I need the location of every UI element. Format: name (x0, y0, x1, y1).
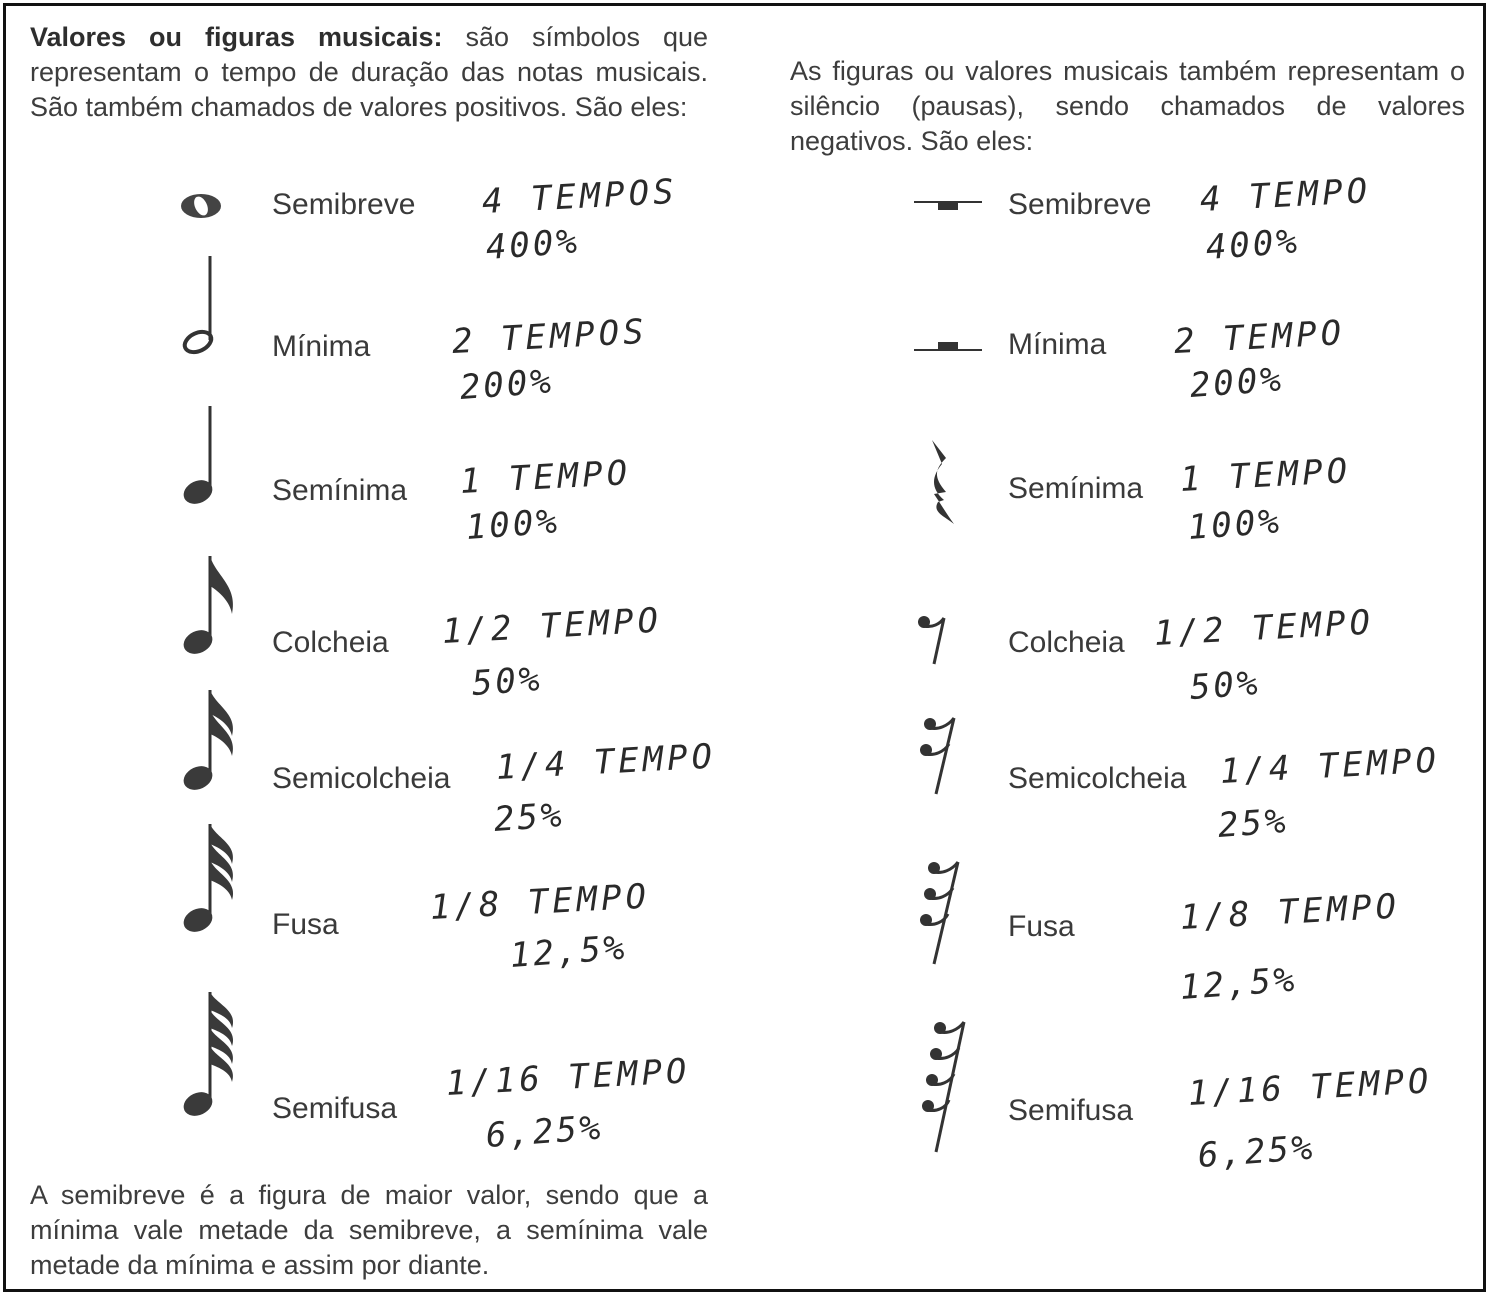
semifusa-note-icon (176, 988, 246, 1124)
hw-tempo-semifusa: 1/16 TEMPO (444, 1051, 692, 1104)
intro-positive-values (30, 20, 708, 125)
hw-tempo-fusa: 1/8 TEMPO (428, 876, 651, 928)
note-name-colcheia: Colcheia (272, 626, 389, 659)
hw-tempo-rest-semicolcheia: 1/4 TEMPO (1218, 740, 1441, 792)
semibreve-note-icon (178, 188, 224, 224)
note-name-fusa: Fusa (272, 908, 339, 941)
note-name-seminima: Semínima (272, 474, 408, 507)
note-name-semicolcheia: Semicolcheia (272, 762, 451, 795)
rest-name-seminima: Semínima (1008, 472, 1144, 505)
intro-title: Valores ou figuras musicais: (30, 22, 443, 52)
colcheia-note-icon (176, 552, 246, 662)
hw-tempo-rest-semibreve: 4 TEMPO (1198, 171, 1373, 220)
hw-pct-rest-seminima: 100% (1186, 501, 1284, 548)
hw-pct-rest-colcheia: 50% (1188, 663, 1262, 708)
hw-pct-colcheia: 50% (470, 659, 544, 704)
intro-text: são símbolos que representam o tempo de duração das notas musicais. São também chamados de valores positivos. São eles: (30, 22, 709, 122)
fusa-note-icon (176, 820, 246, 940)
footer-text: A semibreve é a figura de maior valor, sendo que a mínima vale metade da semibreve, a semínima vale metade da mínima e assim por diante. (30, 1180, 708, 1280)
fusa-rest-icon (914, 856, 970, 968)
rest-name-colcheia: Colcheia (1008, 626, 1125, 659)
minima-note-icon (176, 252, 226, 362)
hw-tempo-rest-colcheia: 1/2 TEMPO (1152, 602, 1375, 654)
hw-tempo-rest-minima: 2 TEMPO (1172, 313, 1347, 362)
hw-pct-rest-minima: 200% (1188, 359, 1286, 406)
hw-pct-fusa: 12,5% (508, 927, 629, 976)
hw-tempo-semicolcheia: 1/4 TEMPO (494, 736, 717, 788)
hw-tempo-semibreve: 4 TEMPOS (480, 171, 679, 222)
rest-name-semicolcheia: Semicolcheia (1008, 762, 1187, 795)
hw-pct-minima: 200% (458, 361, 556, 408)
hw-tempo-minima: 2 TEMPOS (450, 311, 649, 362)
minima-rest-icon (912, 338, 984, 358)
seminima-rest-icon (920, 436, 964, 530)
hw-pct-seminima: 100% (464, 501, 562, 548)
colcheia-rest-icon (914, 612, 954, 668)
hw-pct-semifusa: 6,25% (484, 1107, 605, 1156)
rest-name-semifusa: Semifusa (1008, 1094, 1134, 1127)
hw-tempo-rest-fusa: 1/8 TEMPO (1178, 886, 1401, 938)
semicolcheia-note-icon (176, 686, 246, 798)
note-name-semibreve: Semibreve (272, 188, 416, 221)
hw-tempo-rest-semifusa: 1/16 TEMPO (1186, 1061, 1434, 1114)
semibreve-rest-icon (912, 196, 984, 216)
hw-pct-semibreve: 400% (484, 221, 582, 268)
hw-pct-rest-semifusa: 6,25% (1196, 1127, 1317, 1176)
rest-name-minima: Mínima (1008, 328, 1107, 361)
rest-name-fusa: Fusa (1008, 910, 1075, 943)
hw-tempo-colcheia: 1/2 TEMPO (440, 600, 663, 652)
hw-pct-rest-fusa: 12,5% (1178, 959, 1299, 1008)
semifusa-rest-icon (914, 1016, 980, 1156)
semicolcheia-rest-icon (914, 712, 964, 798)
hw-pct-rest-semibreve: 400% (1204, 221, 1302, 268)
hw-tempo-rest-seminima: 1 TEMPO (1178, 451, 1353, 500)
hw-tempo-seminima: 1 TEMPO (458, 453, 633, 502)
note-name-semifusa: Semifusa (272, 1092, 398, 1125)
note-name-minima: Mínima (272, 330, 371, 363)
seminima-note-icon (176, 402, 226, 512)
hw-pct-semicolcheia: 25% (492, 795, 566, 840)
hw-pct-rest-semicolcheia: 25% (1216, 801, 1290, 846)
rest-name-semibreve: Semibreve (1008, 188, 1152, 221)
intro-negative-values: As figuras ou valores musicais também representam o silêncio (pausas), sendo chamados de valores negativos. São eles: (790, 56, 1465, 156)
